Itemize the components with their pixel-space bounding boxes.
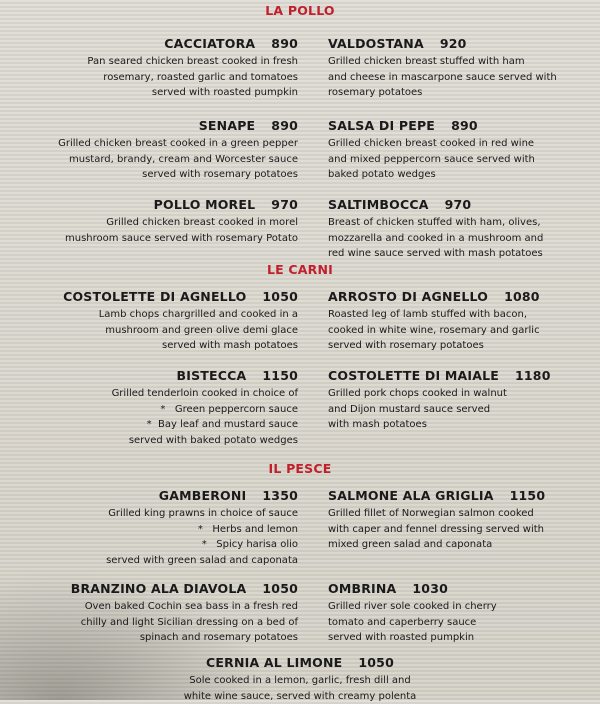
dish-description-line: Lamb chops chargrilled and cooked in a bbox=[28, 307, 298, 323]
menu-item bbox=[28, 368, 298, 448]
dish-description-line: Grilled chicken breast cooked in a green pepper bbox=[28, 136, 298, 152]
dish-price: 1050 bbox=[262, 581, 298, 596]
dish-description-line: rosemary potatoes bbox=[328, 85, 588, 101]
dish-name: SENAPE bbox=[199, 118, 256, 133]
menu-item bbox=[28, 36, 298, 101]
dish-description-line: tomato and caperberry sauce bbox=[328, 615, 588, 631]
dish-title bbox=[328, 488, 588, 504]
dish-description-line: Breast of chicken stuffed with ham, olives, bbox=[328, 215, 588, 231]
dish-description-line: * Herbs and lemon bbox=[28, 522, 298, 538]
dish-price: 890 bbox=[451, 118, 478, 133]
dish-description-line: mushroom sauce served with rosemary Potato bbox=[28, 231, 298, 247]
dish-description-line: Pan seared chicken breast cooked in fresh bbox=[28, 54, 298, 70]
section-heading: IL PESCE bbox=[0, 461, 600, 476]
dish-description-line: baked potato wedges bbox=[328, 167, 588, 183]
dish-price: 970 bbox=[271, 197, 298, 212]
dish-description-line: Grilled river sole cooked in cherry bbox=[328, 599, 588, 615]
dish-title bbox=[28, 368, 298, 384]
dish-title bbox=[28, 581, 298, 597]
menu-item bbox=[328, 197, 588, 262]
dish-name: SALMONE ALA GRIGLIA bbox=[328, 488, 494, 503]
dish-title bbox=[28, 118, 298, 134]
dish-name: POLLO MOREL bbox=[154, 197, 256, 212]
dish-description-line: Oven baked Cochin sea bass in a fresh red bbox=[28, 599, 298, 615]
dish-price: 1150 bbox=[510, 488, 546, 503]
dish-price: 1350 bbox=[262, 488, 298, 503]
dish-title bbox=[328, 581, 588, 597]
dish-price: 920 bbox=[440, 36, 467, 51]
dish-price: 970 bbox=[445, 197, 472, 212]
dish-name: CACCIATORA bbox=[164, 36, 255, 51]
menu-item bbox=[328, 289, 588, 354]
dish-description-line: served with rosemary potatoes bbox=[328, 338, 588, 354]
menu-item bbox=[28, 581, 298, 646]
dish-description-line: Grilled chicken breast cooked in red wine bbox=[328, 136, 588, 152]
dish-title bbox=[28, 488, 298, 504]
dish-description-line: * Spicy harisa olio bbox=[28, 537, 298, 553]
dish-description-line: served with mash potatoes bbox=[28, 338, 298, 354]
menu-item bbox=[28, 197, 298, 246]
menu-item bbox=[328, 368, 588, 433]
dish-description-line: Grilled fillet of Norwegian salmon cooked bbox=[328, 506, 588, 522]
dish-title bbox=[328, 197, 588, 213]
section-heading: LA POLLO bbox=[0, 3, 600, 18]
dish-price: 1180 bbox=[515, 368, 551, 383]
dish-description-line: and Dijon mustard sauce served bbox=[328, 402, 588, 418]
dish-description-line: mushroom and green olive demi glace bbox=[28, 323, 298, 339]
dish-description-line: served with roasted pumpkin bbox=[28, 85, 298, 101]
dish-name: GAMBERONI bbox=[159, 488, 247, 503]
dish-description-line: mustard, brandy, cream and Worcester sauce bbox=[28, 152, 298, 168]
dish-name: OMBRINA bbox=[328, 581, 396, 596]
dish-description-line: red wine sauce served with mash potatoes bbox=[328, 246, 588, 262]
dish-description-line: cooked in white wine, rosemary and garlic bbox=[328, 323, 588, 339]
dish-price: 890 bbox=[271, 36, 298, 51]
dish-description-line: and mixed peppercorn sauce served with bbox=[328, 152, 588, 168]
menu-item bbox=[28, 488, 298, 568]
menu-item bbox=[28, 118, 298, 183]
dish-name: BRANZINO ALA DIAVOLA bbox=[71, 581, 247, 596]
dish-description-line: served with green salad and caponata bbox=[28, 553, 298, 569]
dish-title bbox=[328, 36, 588, 52]
dish-price: 1050 bbox=[262, 289, 298, 304]
dish-price: 1030 bbox=[412, 581, 448, 596]
dish-title bbox=[150, 655, 450, 671]
dish-description-line: spinach and rosemary potatoes bbox=[28, 630, 298, 646]
dish-title bbox=[328, 118, 588, 134]
dish-name: SALSA DI PEPE bbox=[328, 118, 435, 133]
menu-item bbox=[328, 36, 588, 101]
dish-description-line: and cheese in mascarpone sauce served with bbox=[328, 70, 588, 86]
dish-description-line: with caper and fennel dressing served with bbox=[328, 522, 588, 538]
menu-item bbox=[328, 581, 588, 646]
dish-description-line: Grilled tenderloin cooked in choice of bbox=[28, 386, 298, 402]
dish-description-line: Roasted leg of lamb stuffed with bacon, bbox=[328, 307, 588, 323]
dish-description-line: Grilled king prawns in choice of sauce bbox=[28, 506, 298, 522]
section-heading: LE CARNI bbox=[0, 262, 600, 277]
dish-title bbox=[328, 368, 588, 384]
dish-description-line: mozzarella and cooked in a mushroom and bbox=[328, 231, 588, 247]
dish-description-line: served with rosemary potatoes bbox=[28, 167, 298, 183]
menu-item bbox=[28, 289, 298, 354]
dish-description-line: mixed green salad and caponata bbox=[328, 537, 588, 553]
dish-description-line: with mash potatoes bbox=[328, 417, 588, 433]
dish-price: 1080 bbox=[504, 289, 540, 304]
dish-description-line: * Green peppercorn sauce bbox=[28, 402, 298, 418]
dish-name: COSTOLETTE DI MAIALE bbox=[328, 368, 499, 383]
dish-description-line: white wine sauce, served with creamy polenta bbox=[150, 689, 450, 704]
dish-description-line: served with baked potato wedges bbox=[28, 433, 298, 449]
dish-title bbox=[28, 36, 298, 52]
dish-price: 1050 bbox=[358, 655, 394, 670]
menu-item bbox=[328, 118, 588, 183]
dish-name: BISTECCA bbox=[177, 368, 247, 383]
dish-name: ARROSTO DI AGNELLO bbox=[328, 289, 488, 304]
dish-title bbox=[28, 197, 298, 213]
dish-description-line: chilly and light Sicilian dressing on a bed of bbox=[28, 615, 298, 631]
dish-name: SALTIMBOCCA bbox=[328, 197, 429, 212]
dish-description-line: rosemary, roasted garlic and tomatoes bbox=[28, 70, 298, 86]
dish-description-line: * Bay leaf and mustard sauce bbox=[28, 417, 298, 433]
dish-name: COSTOLETTE DI AGNELLO bbox=[63, 289, 246, 304]
dish-description-line: served with roasted pumpkin bbox=[328, 630, 588, 646]
dish-title bbox=[28, 289, 298, 305]
menu-item bbox=[328, 488, 588, 553]
dish-title bbox=[328, 289, 588, 305]
dish-description-line: Grilled pork chops cooked in walnut bbox=[328, 386, 588, 402]
dish-name: VALDOSTANA bbox=[328, 36, 424, 51]
dish-description-line: Grilled chicken breast stuffed with ham bbox=[328, 54, 588, 70]
menu-item bbox=[150, 655, 450, 704]
dish-price: 1150 bbox=[262, 368, 298, 383]
dish-price: 890 bbox=[271, 118, 298, 133]
dish-description-line: Sole cooked in a lemon, garlic, fresh dill and bbox=[150, 673, 450, 689]
dish-description-line: Grilled chicken breast cooked in morel bbox=[28, 215, 298, 231]
dish-name: CERNIA AL LIMONE bbox=[206, 655, 342, 670]
